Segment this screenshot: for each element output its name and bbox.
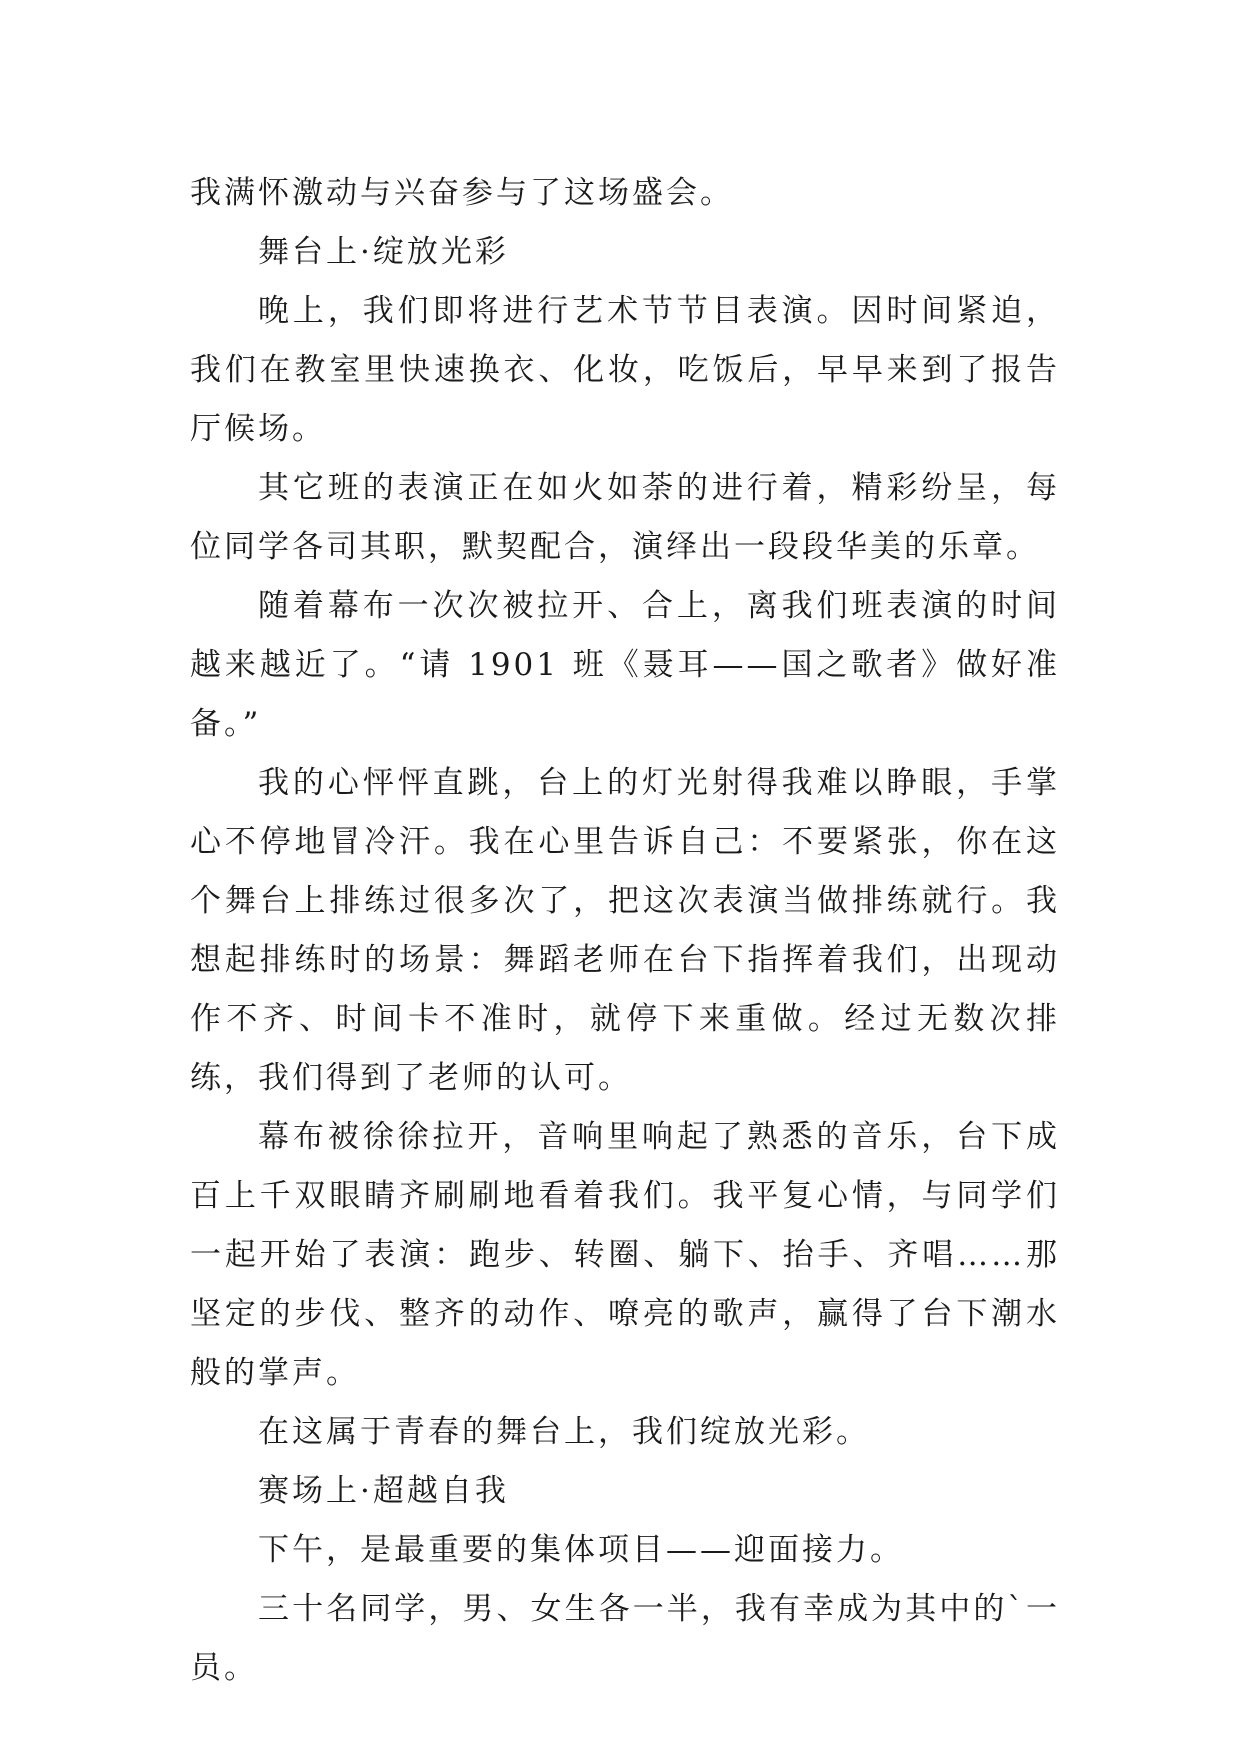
section-heading-field: 赛场上·超越自我 bbox=[258, 1473, 509, 1509]
section-heading-stage: 舞台上·绽放光彩 bbox=[258, 234, 509, 270]
paragraph-11: 三十名同学，男、女生各一半，我有幸成为其中的`一员。 bbox=[190, 1591, 1060, 1686]
paragraph-5: 随着幕布一次次被拉开、合上，离我们班表演的时间越来越近了。“请 1901 班《聂耳——国之歌者》做好准备。” bbox=[190, 588, 1060, 742]
paragraph-1: 我满怀激动与兴奋参与了这场盛会。 bbox=[190, 175, 734, 211]
paragraph-7: 幕布被徐徐拉开，音响里响起了熟悉的音乐，台下成百上千双眼睛齐刷刷地看着我们。我平复心情，与同学们一起开始了表演：跑步、转圈、躺下、抬手、齐唱……那坚定的步伐、整齐的动作、嘹亮的歌声，赢得了台下潮水般的掌声。 bbox=[190, 1119, 1060, 1391]
document-body bbox=[190, 164, 1060, 1698]
paragraph-8: 在这属于青春的舞台上，我们绽放光彩。 bbox=[258, 1414, 870, 1450]
paragraph-4: 其它班的表演正在如火如荼的进行着，精彩纷呈，每位同学各司其职，默契配合，演绎出一段段华美的乐章。 bbox=[190, 470, 1060, 565]
paragraph-10: 下午，是最重要的集体项目——迎面接力。 bbox=[258, 1532, 904, 1568]
paragraph-6: 我的心怦怦直跳，台上的灯光射得我难以睁眼，手掌心不停地冒冷汗。我在心里告诉自己：不要紧张，你在这个舞台上排练过很多次了，把这次表演当做排练就行。我想起排练时的场景：舞蹈老师在台下指挥着我们，出现动作不齐、时间卡不准时，就停下来重做。经过无数次排练，我们得到了老师的认可。 bbox=[190, 765, 1060, 1096]
paragraph-3: 晚上，我们即将进行艺术节节目表演。因时间紧迫，我们在教室里快速换衣、化妆，吃饭后，早早来到了报告厅候场。 bbox=[190, 293, 1060, 447]
